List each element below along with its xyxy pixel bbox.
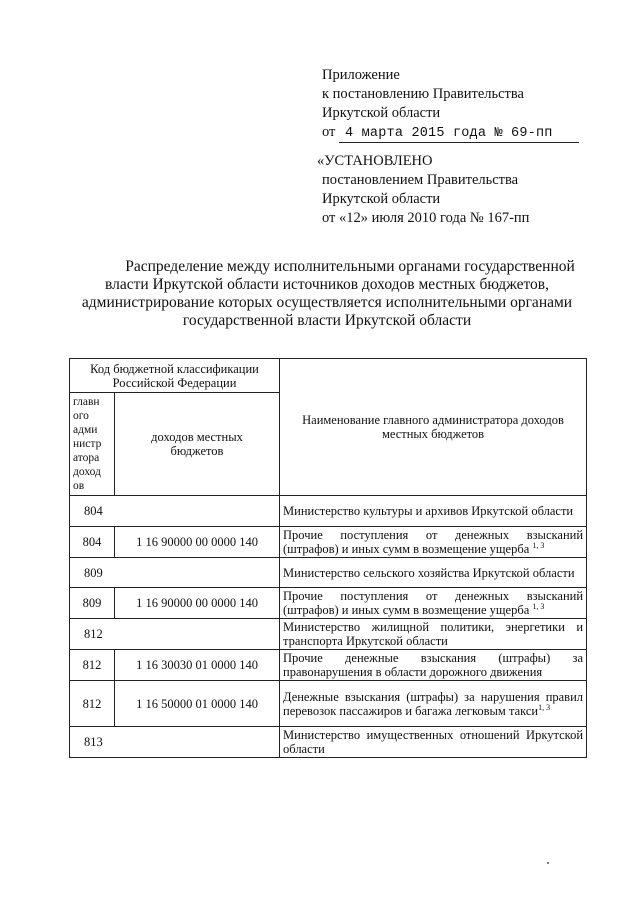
row-income-code: 1 16 50000 01 0000 140 <box>115 681 280 727</box>
table-row <box>70 496 587 527</box>
revenue-distribution-table <box>69 358 587 758</box>
appendix-date: 4 марта 2015 года № 69-пп <box>339 126 579 143</box>
row-admin-name <box>280 619 587 650</box>
row-footnote: 1, 3 <box>538 702 551 712</box>
title-line-2: власти Иркутской области источников доходов местных бюджетов, <box>105 276 549 293</box>
row-income-code: 1 16 90000 00 0000 140 <box>115 527 280 558</box>
row-admin-name <box>280 650 587 681</box>
row-name-text: Министерство культуры и архивов Иркутской области <box>283 504 574 518</box>
table-row <box>70 619 587 650</box>
table-row <box>70 727 587 758</box>
header-admin-line: ов <box>73 480 85 492</box>
table-row <box>70 558 587 588</box>
header-admin-line: атора <box>73 452 100 464</box>
document-title <box>72 258 582 330</box>
header-admin-line: адми <box>73 424 98 436</box>
appendix-line-1: Приложение <box>322 67 400 83</box>
established-block <box>317 152 529 228</box>
row-admin-code: 812 <box>70 650 115 681</box>
scan-speck <box>547 862 549 864</box>
row-name-text: Министерство имущественных отношений Иркутской области <box>283 728 584 756</box>
row-admin-name <box>280 527 587 558</box>
row-admin-code: 813 <box>70 727 280 758</box>
appendix-line-3: Иркутской области <box>322 105 441 121</box>
header-admin-line: ого <box>73 410 89 422</box>
row-footnote: 1, 3 <box>532 540 545 550</box>
row-admin-code: 804 <box>70 496 280 527</box>
title-line-4: государственной власти Иркутской области <box>182 312 472 329</box>
established-line-2: постановлением Правительства <box>322 172 519 188</box>
title-line-3: администрирование которых осуществляется исполнительными органами <box>81 294 573 311</box>
established-line-4: от «12» июля 2010 года № 167-пп <box>322 210 530 226</box>
row-footnote: 1, 3 <box>532 601 545 611</box>
header-admin-line: нистр <box>73 438 102 450</box>
row-admin-name <box>280 727 587 758</box>
appendix-line-2: к постановлению Правительства <box>322 86 524 102</box>
row-income-code: 1 16 30030 01 0000 140 <box>115 650 280 681</box>
row-admin-code: 809 <box>70 558 280 588</box>
table-row <box>70 681 587 727</box>
appendix-from-label: от <box>322 124 336 140</box>
row-name-text: Министерство жилищной политики, энергетики и транспорта Иркутской области <box>283 620 584 648</box>
row-admin-code: 812 <box>70 619 280 650</box>
row-name-text: Прочие денежные взыскания (штрафы) за правонарушения в области дорожного движения <box>283 651 584 679</box>
table-row <box>70 588 587 619</box>
header-admin-code <box>70 393 115 496</box>
row-income-code: 1 16 90000 00 0000 140 <box>115 588 280 619</box>
row-name-text: Министерство сельского хозяйства Иркутской области <box>283 565 575 580</box>
table-row <box>70 650 587 681</box>
row-name-text: Прочие поступления от денежных взысканий (штрафов) и иных сумм в возмещение ущерба <box>283 589 584 617</box>
row-admin-code: 809 <box>70 588 115 619</box>
header-admin-line: доход <box>73 466 101 478</box>
appendix-date-line <box>322 123 579 143</box>
row-admin-name <box>280 681 587 727</box>
row-admin-code: 804 <box>70 527 115 558</box>
row-admin-name <box>280 496 587 527</box>
table-row <box>70 527 587 558</box>
appendix-block <box>322 66 579 143</box>
row-admin-name <box>280 588 587 619</box>
header-admin-name: Наименование главного администратора доходов местных бюджетов <box>280 359 587 496</box>
row-admin-code: 812 <box>70 681 115 727</box>
title-line-1: Распределение между исполнительными органами государственной <box>125 258 575 275</box>
header-admin-line: главн <box>73 396 100 408</box>
row-admin-name <box>280 558 587 588</box>
row-name-text: Прочие поступления от денежных взысканий (штрафов) и иных сумм в возмещение ущерба <box>283 528 584 556</box>
row-name-text: Денежные взыскания (штрафы) за нарушения правил перевозок пассажиров и багажа легковым такси <box>283 689 584 718</box>
header-kbk-group: Код бюджетной классификации Российской Федерации <box>70 359 280 393</box>
established-line-3: Иркутской области <box>322 191 441 207</box>
established-line-1: «УСТАНОВЛЕНО <box>317 153 433 169</box>
header-income-code: доходов местных бюджетов <box>115 393 280 496</box>
